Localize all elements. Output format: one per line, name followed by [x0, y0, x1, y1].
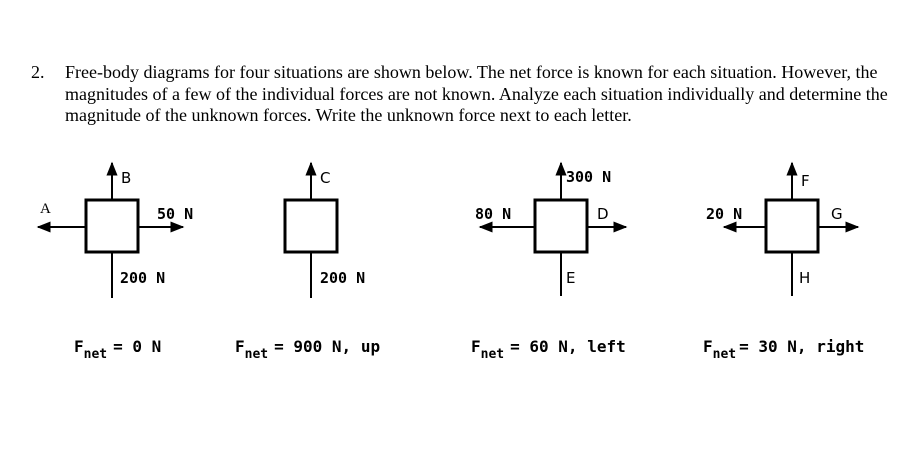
- object-box: [766, 200, 818, 252]
- label-top: 300 N: [566, 168, 612, 186]
- fnet-symbol: F: [74, 337, 84, 356]
- label-top: B: [121, 169, 132, 187]
- label-bottom: E: [566, 269, 576, 287]
- label-right: 50 N: [157, 205, 194, 223]
- fnet-subscript: net: [712, 347, 737, 362]
- label-right: G: [831, 205, 843, 223]
- question-text: Free-body diagrams for four situations are shown below. The net force is known for each situation. However, the magnitudes of a few of the individual forces are not known. Analyze each situation individually and determine the magnitude of the unknown forces. Write the unknown force next to each letter.: [65, 62, 888, 125]
- fnet-subscript: net: [480, 347, 505, 362]
- net-force: [235, 337, 380, 362]
- fnet-subscript: net: [244, 347, 269, 362]
- label-bottom: 200 N: [320, 269, 366, 287]
- object-box: [86, 200, 138, 252]
- label-left: A: [40, 201, 51, 217]
- diagram-4: [703, 163, 864, 362]
- diagram-2: [235, 163, 380, 362]
- net-force: [703, 337, 864, 362]
- fnet-symbol: F: [235, 337, 245, 356]
- label-bottom: 200 N: [120, 269, 166, 287]
- label-left: 20 N: [706, 205, 743, 223]
- fnet-value: = 60 N, left: [510, 337, 626, 356]
- fnet-value: = 900 N, up: [274, 337, 381, 356]
- label-top: C: [320, 169, 331, 187]
- net-force: [74, 337, 161, 362]
- diagram-3: [471, 163, 626, 362]
- fnet-value: = 0 N: [113, 337, 162, 356]
- fnet-symbol: F: [471, 337, 481, 356]
- object-box: [535, 200, 587, 252]
- fnet-symbol: F: [703, 337, 713, 356]
- label-left: 80 N: [475, 205, 512, 223]
- question-number: 2.: [31, 62, 45, 82]
- label-top: F: [801, 172, 810, 190]
- net-force: [471, 337, 626, 362]
- label-right: D: [597, 205, 609, 223]
- diagram-1: [38, 163, 193, 362]
- label-bottom: H: [799, 269, 811, 287]
- object-box: [285, 200, 337, 252]
- fnet-subscript: net: [83, 347, 108, 362]
- fnet-value: = 30 N, right: [739, 337, 865, 356]
